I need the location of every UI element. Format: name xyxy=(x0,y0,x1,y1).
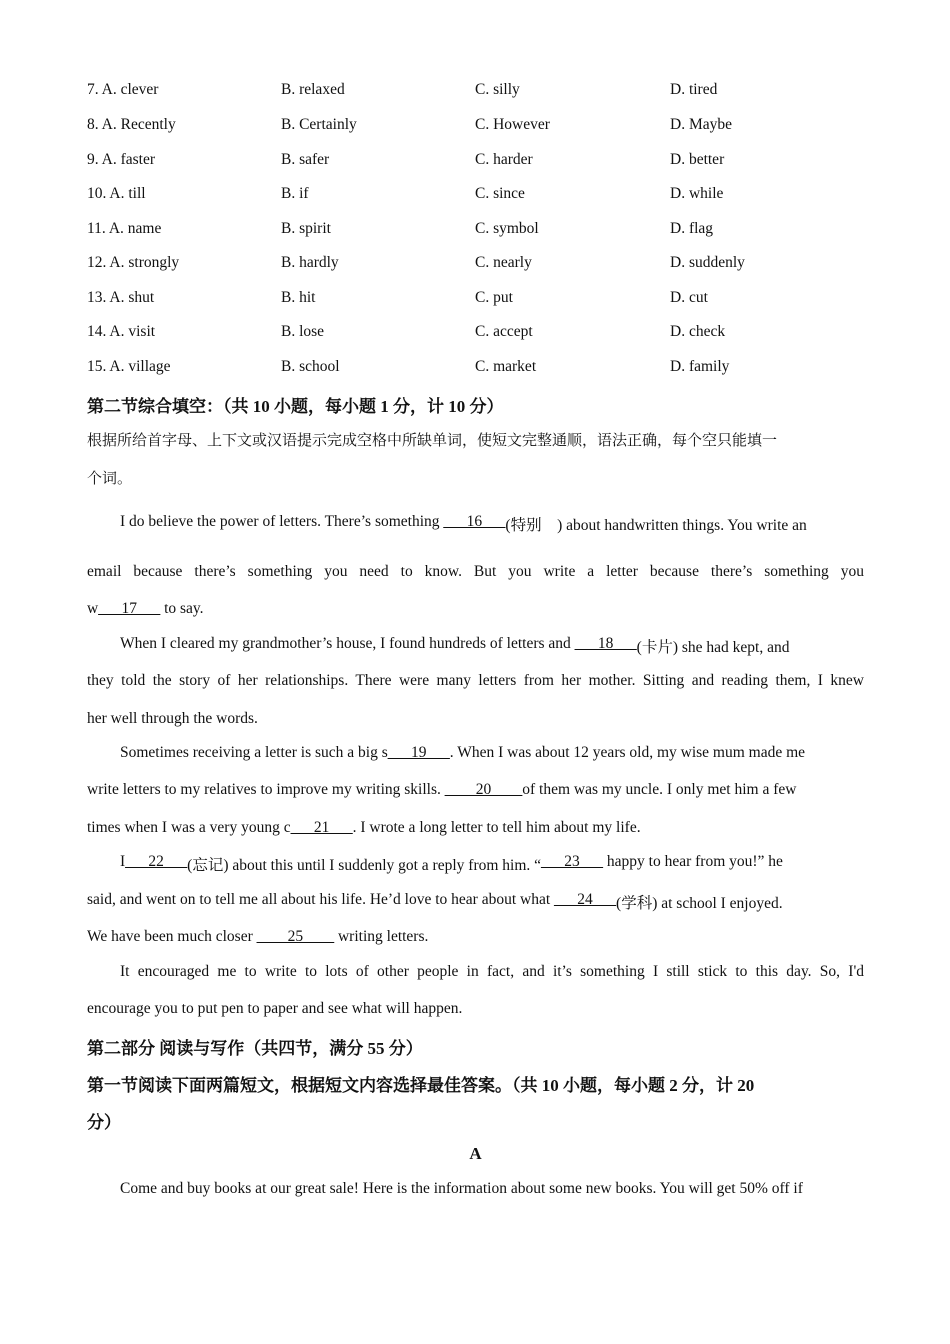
option-d[interactable]: D. check xyxy=(670,323,726,340)
option-d[interactable]: D. Maybe xyxy=(670,116,732,133)
option-a[interactable]: 14. A. visit xyxy=(87,323,156,340)
option-a[interactable]: 9. A. faster xyxy=(87,151,156,168)
option-b[interactable]: B. if xyxy=(281,185,309,202)
paragraph-1-line1: I do believe the power of letters. There’s something ___16___ (特别 ) about handwritten things. You write an xyxy=(120,513,807,534)
paragraph-2-line2: they told the story of her relationships. There were many letters from her mother. Sitting and reading them, I knew xyxy=(87,672,864,689)
option-c[interactable]: C. accept xyxy=(475,323,533,340)
blank-20[interactable]: ____20____ xyxy=(444,781,523,798)
option-a[interactable]: 13. A. shut xyxy=(87,289,155,306)
option-a[interactable]: 12. A. strongly xyxy=(87,254,180,271)
paragraph-1-line2: email because there’s something you need to know. But you write a letter because there’s something you xyxy=(87,563,864,580)
option-c[interactable]: C. harder xyxy=(475,151,533,168)
option-row-7 xyxy=(87,81,864,105)
option-row-13 xyxy=(87,289,864,313)
option-row-14 xyxy=(87,323,864,347)
option-b[interactable]: B. relaxed xyxy=(281,81,345,98)
option-row-10 xyxy=(87,185,864,209)
option-a[interactable]: 15. A. village xyxy=(87,358,171,375)
option-a[interactable]: 7. A. clever xyxy=(87,81,159,98)
paragraph-2-line1: When I cleared my grandmother’s house, I found hundreds of letters and ___18___ (卡片) she had kept, and xyxy=(120,635,790,656)
instructions-text: 个词。 xyxy=(87,471,133,487)
option-b[interactable]: B. safer xyxy=(281,151,330,168)
option-d[interactable]: D. better xyxy=(670,151,725,168)
blank-18[interactable]: ___18___ xyxy=(574,635,637,652)
blank-24[interactable]: ___24___ xyxy=(554,891,617,908)
blank-19[interactable]: ___19___ xyxy=(387,744,450,761)
option-c[interactable]: C. put xyxy=(475,289,513,306)
paragraph-2-line3: her well through the words. xyxy=(87,710,258,727)
paragraph-5-line2: encourage you to put pen to paper and see what will happen. xyxy=(87,1000,463,1017)
paragraph-3-line3: times when I was a very young c ___21___ . I wrote a long letter to tell him about my life. xyxy=(87,819,641,836)
blank-21[interactable]: ___21___ xyxy=(290,819,353,836)
option-row-8 xyxy=(87,116,864,140)
paragraph-5-line1: It encouraged me to write to lots of other people in fact, and it’s something I still stick to this day. So, I'd xyxy=(120,963,864,980)
option-c[interactable]: C. However xyxy=(475,116,550,133)
option-d[interactable]: D. family xyxy=(670,358,730,375)
option-b[interactable]: B. spirit xyxy=(281,220,331,237)
passage-a-line1: Come and buy books at our great sale! Here is the information about some new books. You will get 50% off if xyxy=(120,1180,803,1197)
part2-subheading-line2: 分） xyxy=(87,1113,121,1132)
option-d[interactable]: D. while xyxy=(670,185,724,202)
blank-22[interactable]: ___22___ xyxy=(125,853,188,870)
option-c[interactable]: C. since xyxy=(475,185,525,202)
option-row-15 xyxy=(87,358,864,382)
option-d[interactable]: D. tired xyxy=(670,81,718,98)
option-d[interactable]: D. flag xyxy=(670,220,714,237)
option-b[interactable]: B. school xyxy=(281,358,340,375)
option-row-11 xyxy=(87,220,864,244)
paragraph-1-line3: w ___17___ to say. xyxy=(87,600,204,617)
option-c[interactable]: C. nearly xyxy=(475,254,532,271)
option-c[interactable]: C. silly xyxy=(475,81,520,98)
option-b[interactable]: B. lose xyxy=(281,323,325,340)
paragraph-4-line1: I ___22___ (忘记) about this until I suddenly got a reply from him. “ ___23___ happy to hear from you!” he xyxy=(120,853,783,874)
option-c[interactable]: C. market xyxy=(475,358,537,375)
option-d[interactable]: D. cut xyxy=(670,289,708,306)
blank-16[interactable]: ___16___ xyxy=(443,513,506,530)
option-b[interactable]: B. hardly xyxy=(281,254,339,271)
blank-17[interactable]: ___17___ xyxy=(98,600,161,617)
option-a[interactable]: 10. A. till xyxy=(87,185,146,202)
option-a[interactable]: 11. A. name xyxy=(87,220,162,237)
passage-a-title: A xyxy=(469,1144,482,1163)
paragraph-4-line2: said, and went on to tell me all about his life. He’d love to hear about what ___24___ (学科) at school I enjoyed. xyxy=(87,891,783,912)
part2-heading: 第二部分 阅读与写作（共四节，满分 55 分） xyxy=(87,1039,423,1058)
section2-instructions-line2 xyxy=(87,467,864,488)
paragraph-3-line2: write letters to my relatives to improve my writing skills. ____20____ of them was my uncle. I only met him a few xyxy=(87,781,797,798)
paragraph-4-line3: We have been much closer ____25____ writing letters. xyxy=(87,928,429,945)
option-b[interactable]: B. hit xyxy=(281,289,316,306)
blank-23[interactable]: ___23___ xyxy=(541,853,604,870)
section2-heading: 第二节综合填空：（共 10 小题，每小题 1 分，计 10 分） xyxy=(87,397,504,416)
paragraph-3-line1: Sometimes receiving a letter is such a big s ___19___ . When I was about 12 years old, my wise mum made me xyxy=(120,744,806,761)
blank-25[interactable]: ____25____ xyxy=(256,928,335,945)
option-row-9 xyxy=(87,151,864,175)
option-c[interactable]: C. symbol xyxy=(475,220,539,237)
option-d[interactable]: D. suddenly xyxy=(670,254,745,271)
option-b[interactable]: B. Certainly xyxy=(281,116,357,133)
option-a[interactable]: 8. A. Recently xyxy=(87,116,176,133)
part2-subheading-line1: 第一节阅读下面两篇短文，根据短文内容选择最佳答案。（共 10 小题，每小题 2 分，计 20 xyxy=(87,1076,755,1095)
instructions-text: 根据所给首字母、上下文或汉语提示完成空格中所缺单词，使短文完整通顺，语法正确，每个空只能填一 xyxy=(87,433,778,449)
option-row-12 xyxy=(87,254,864,278)
section2-instructions-line1 xyxy=(87,429,864,450)
